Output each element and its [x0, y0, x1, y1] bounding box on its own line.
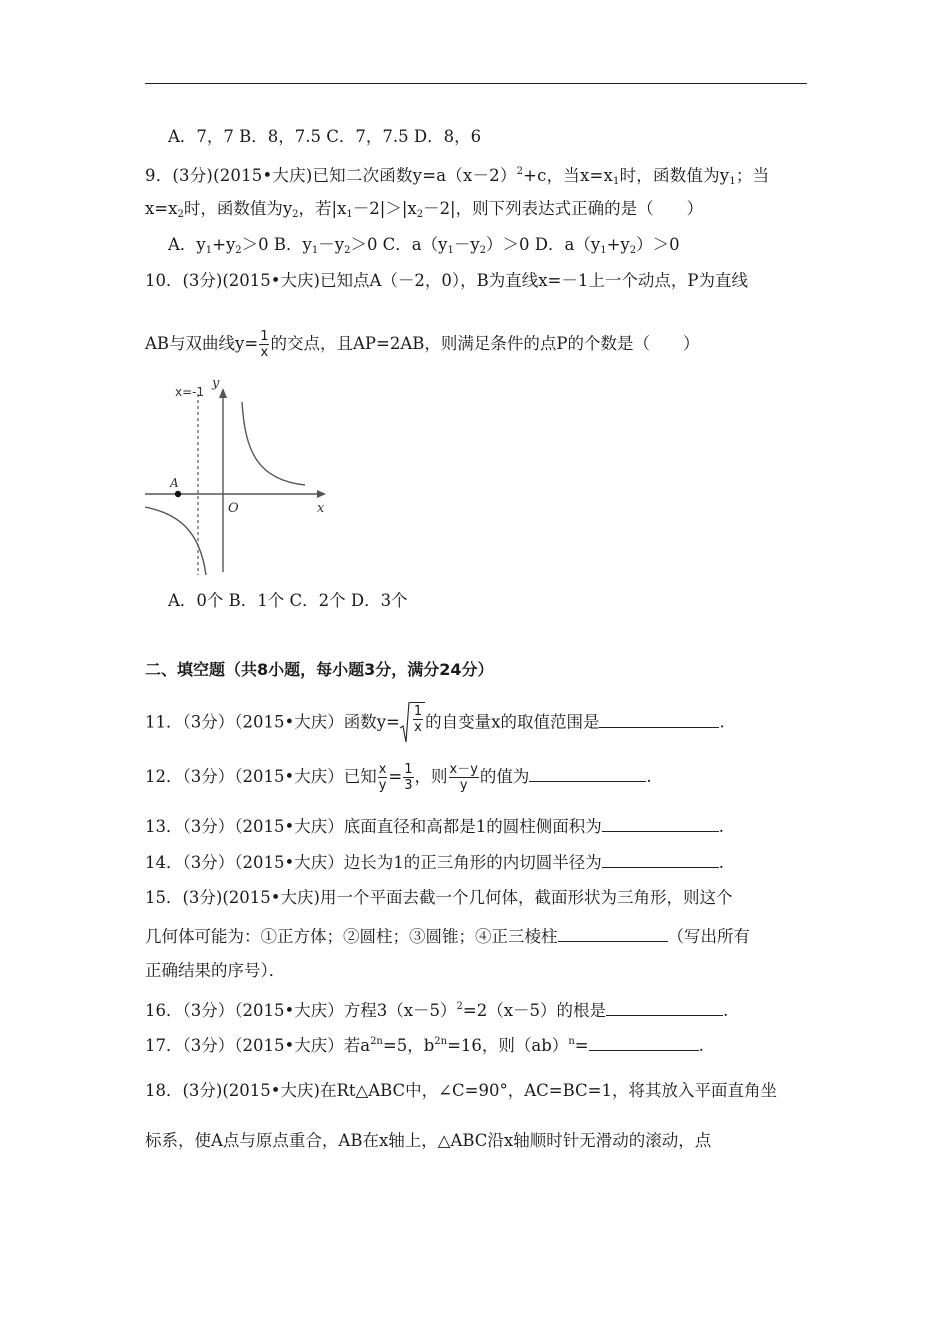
origin-label: O	[228, 501, 239, 516]
sqrt-1-over-x: $\frac{1}{x}$	[400, 702, 425, 744]
answer-blank-13[interactable]	[602, 815, 719, 832]
section-heading: 二、填空题（共8小题，每小题3分，满分24分）	[145, 660, 494, 679]
x-axis-arrow	[317, 490, 326, 498]
q10-line2: AB与双曲线y= $\frac{1}{x}$ 的交点，且AP=2AB，则满足条件的点P的个数是（ ）	[145, 329, 700, 360]
q9-options: A．$y_1+y_2>0$ B．$y_1-y_2>0$ C．$a(y_1-y_2)>0$ D．$a(y_1+y_2)>0$	[168, 235, 680, 256]
q12: 12．（3分）（2015•大庆）已知 $\frac{x}{y}$ = $\frac{1}{3}$ ，则 $\frac{x-y}{y}$ 的值为 .	[145, 762, 652, 793]
point-a-label: A	[170, 476, 179, 490]
answer-blank-15[interactable]	[558, 925, 668, 942]
q9-line2: $x=x_2$时，函数值为$y_2$，若$|x_1-2|>|x_2-2|$，则下列表达式正确的是（ ）	[145, 199, 704, 220]
point-a	[175, 491, 181, 497]
q10-options: A．0个 B．1个 C．2个 D．3个	[168, 591, 408, 610]
x-axis-label: x	[317, 501, 325, 516]
q13: 13．（3分）（2015•大庆）底面直径和高都是1的圆柱侧面积为 .	[145, 817, 724, 836]
q14: 14．（3分）（2015•大庆）边长为1的正三角形的内切圆半径为 .	[145, 853, 724, 872]
hyperbola-branch-1	[242, 402, 305, 485]
q11: 11．（3分）（2015•大庆）函数y= $\frac{1}{x}$ 的自变量x的取值范围是 .	[145, 702, 725, 744]
q8-options: A．7，7 B．8，7.5 C．7，7.5 D．8，6	[168, 127, 482, 146]
line-label: x=-1	[175, 385, 205, 399]
q18-line2: 标系，使A点与原点重合，AB在x轴上，△ABC沿x轴顺时针无滑动的滚动，点	[145, 1131, 712, 1150]
y-axis-label: y	[212, 376, 220, 391]
answer-blank-14[interactable]	[602, 851, 719, 868]
answer-blank-17[interactable]	[589, 1034, 699, 1051]
q15-line3: 正确结果的序号）．	[145, 961, 286, 980]
hyperbola-branch-2	[145, 507, 206, 575]
fraction-1-over-x: $\frac{1}{x}$	[260, 329, 269, 360]
q10-line1: 10．(3分)(2015•大庆)已知点A（－2，0），B为直线x=－1上一个动点，P为直线	[145, 271, 748, 290]
q15-line1: 15．(3分)(2015•大庆)用一个平面去截一个几何体，截面形状为三角形，则这个	[145, 888, 733, 907]
hyperbola-figure	[140, 372, 335, 580]
q16: 16．（3分）（2015•大庆）方程$3(x-5)^2=2(x-5)$的根是 .	[145, 1001, 729, 1020]
answer-blank-16[interactable]	[606, 999, 723, 1016]
answer-blank-11[interactable]	[599, 711, 719, 728]
q9-line1: 9．(3分)(2015•大庆)已知二次函数$y=a(x-2)^2+c$，当$x=x_1$时，函数值为$y_1$；当	[145, 166, 770, 187]
header-rule	[145, 83, 807, 84]
q17: 17．（3分）（2015•大庆）若$a^{2n}=5$，$b^{2n}=16$，则（ab）$^n$= .	[145, 1036, 704, 1055]
y-axis-arrow	[219, 388, 227, 398]
q15-line2: 几何体可能为：①正方体；②圆柱；③圆锥；④正三棱柱 （写出所有	[145, 927, 750, 946]
answer-blank-12[interactable]	[529, 765, 646, 782]
q18-line1: 18．(3分)(2015•大庆)在Rt△ABC中，∠C=90°，AC=BC=1，将其放入平面直角坐	[145, 1081, 777, 1100]
